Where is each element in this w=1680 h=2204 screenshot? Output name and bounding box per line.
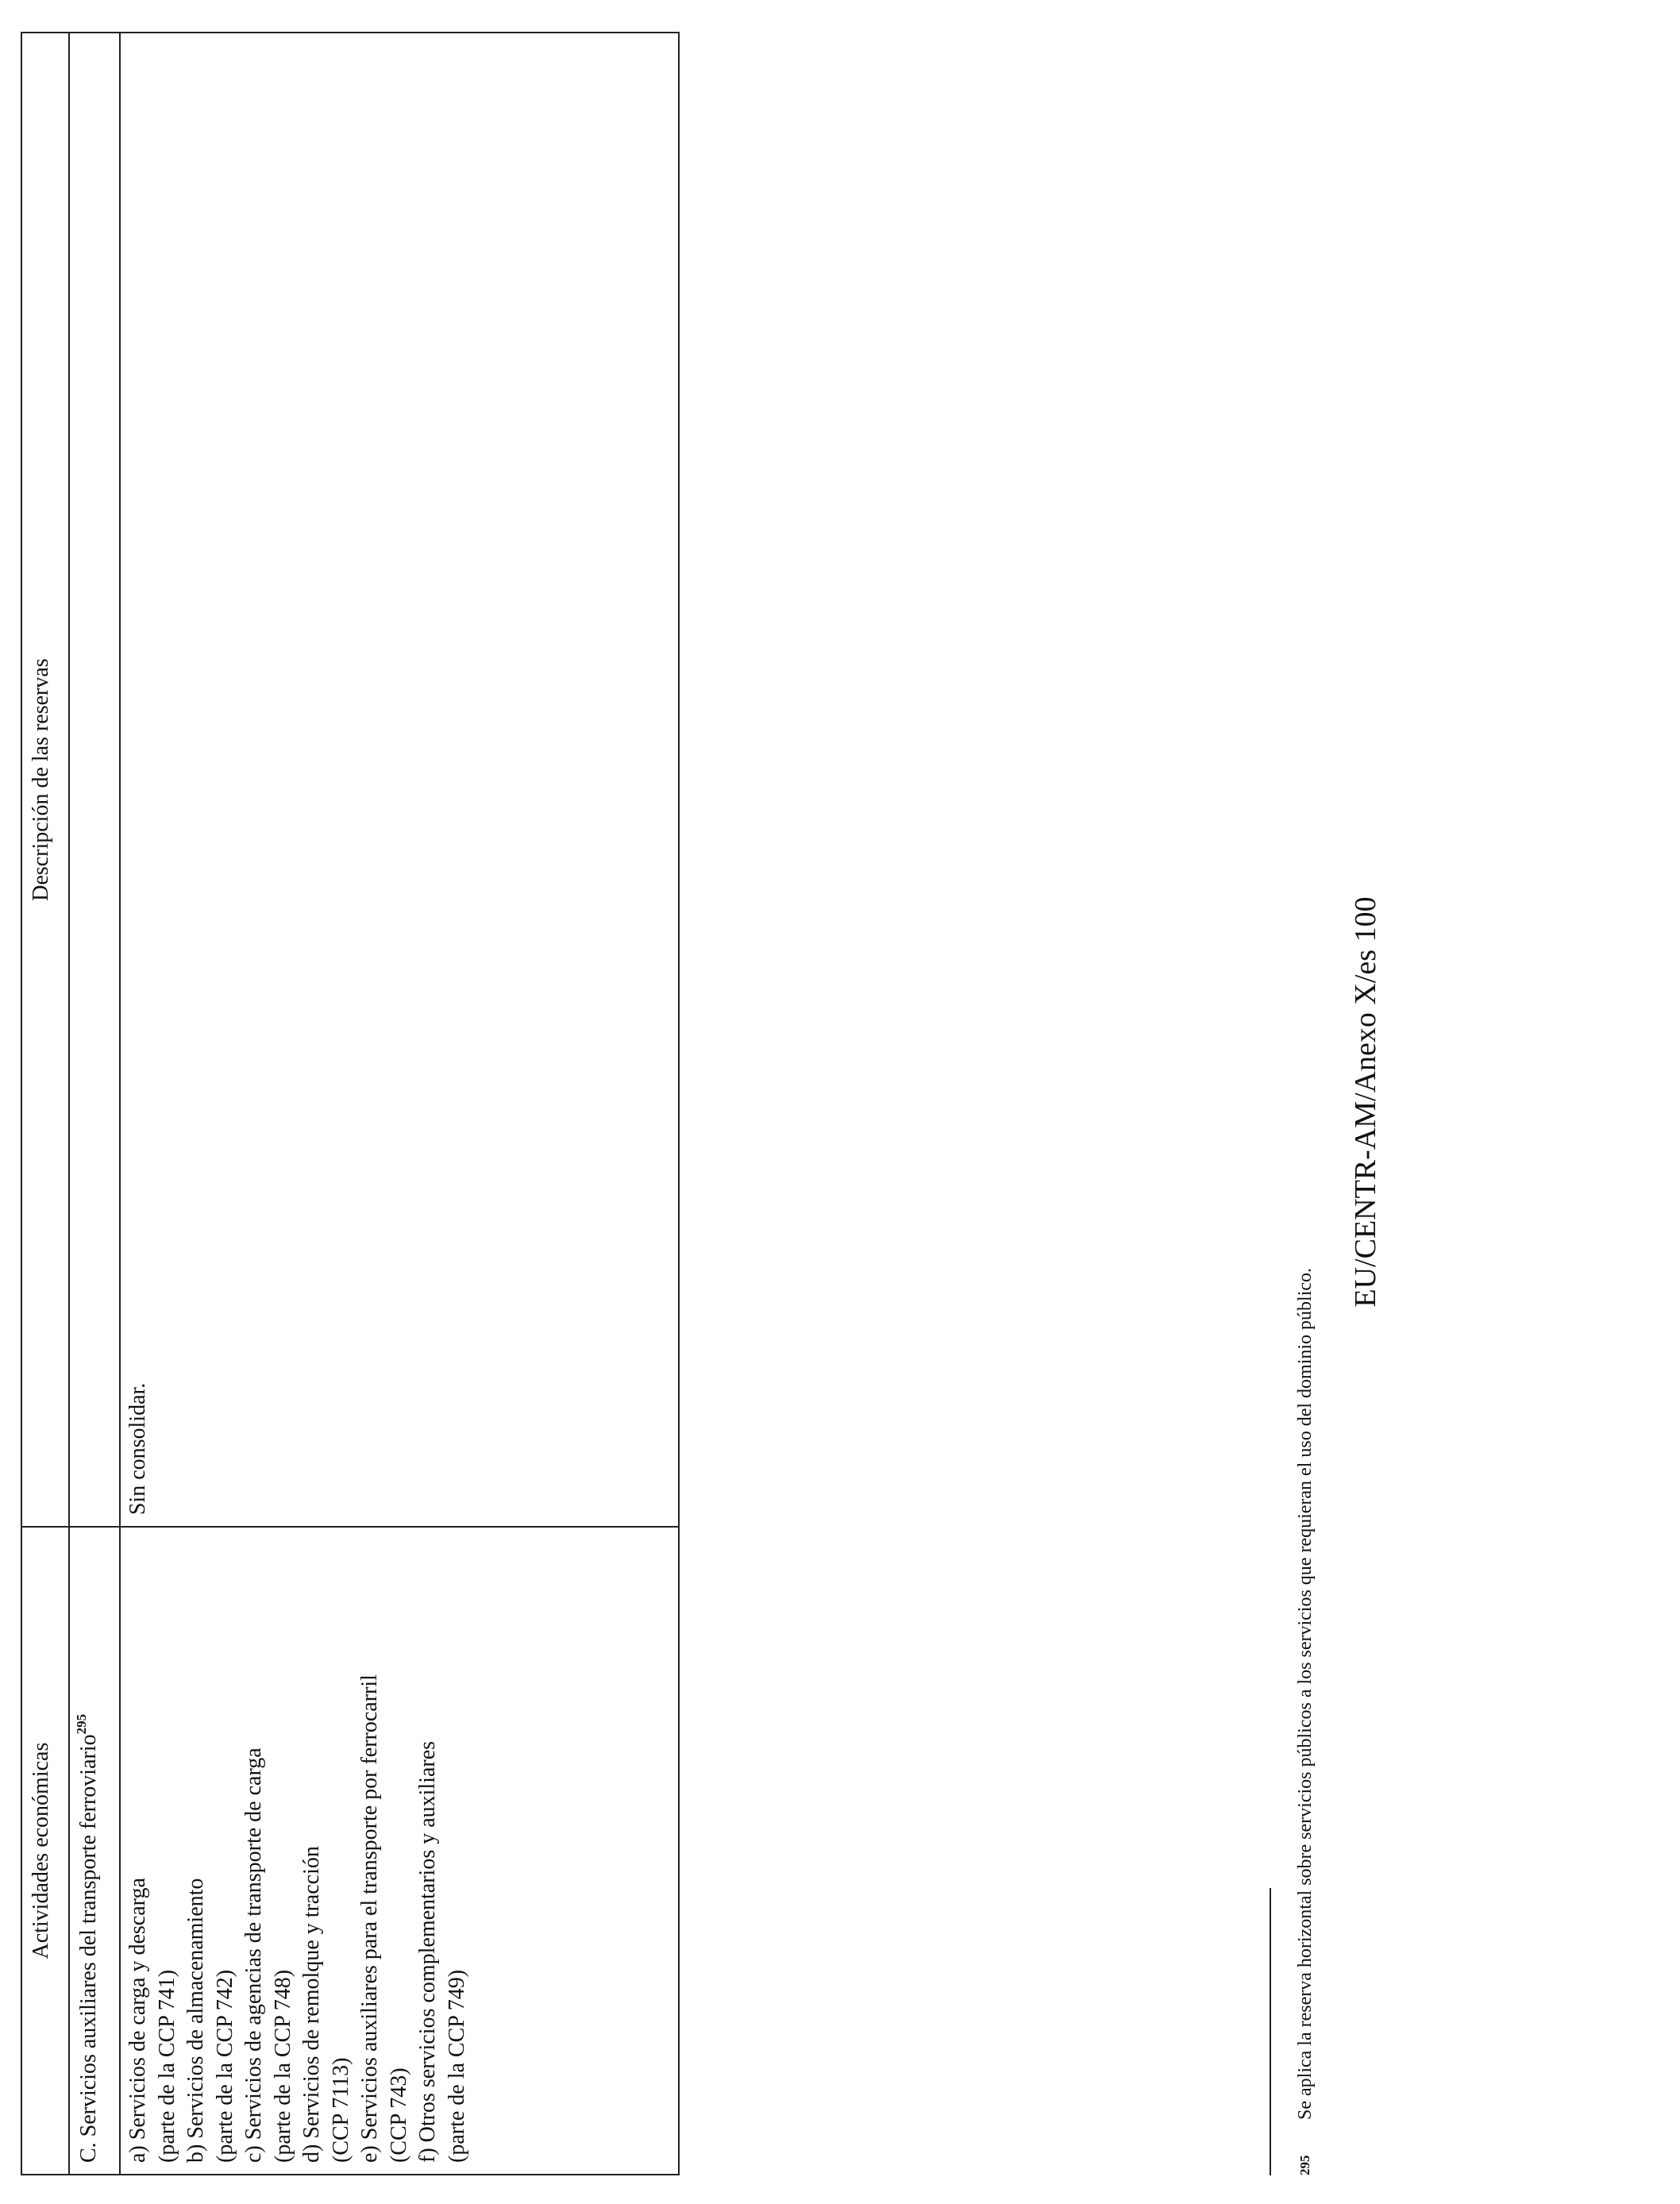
- activity-line: (parte de la CCP 749): [444, 1969, 469, 2163]
- reservation-text: Sin consolidar.: [125, 1382, 150, 1516]
- activity-line: (parte de la CCP 741): [154, 1969, 179, 2163]
- activity-line: (parte de la CCP 748): [270, 1969, 295, 2163]
- header-description: Descripción de las reservas: [21, 33, 69, 1527]
- activity-line: (parte de la CCP 742): [212, 1969, 237, 2163]
- page-footer: EU/CENTR-AM/Anexo X/es 100: [1349, 896, 1382, 1308]
- section-title: C. Servicios auxiliares del transporte ferroviario: [76, 1734, 101, 2163]
- section-row: [69, 33, 120, 2175]
- table-row: [120, 33, 679, 2175]
- section-title-cell: [69, 1527, 120, 2175]
- footnote-number: 295: [1297, 2155, 1312, 2175]
- footnote-reference: 295: [74, 1713, 89, 1735]
- header-activities: Actividades económicas: [21, 1527, 69, 2175]
- activities-cell: [120, 1527, 679, 2175]
- table-header-row: [21, 33, 69, 2175]
- footnote-text: Se aplica la reserva horizontal sobre servicios públicos a los servicios que requieran el uso del dominio público.: [1295, 1267, 1316, 2120]
- activity-line: e) Servicios auxiliares para el transporte por ferrocarril: [357, 1674, 382, 2163]
- reservation-cell: [120, 33, 679, 1527]
- activity-line: (CCP 7113): [328, 2057, 353, 2163]
- activity-line: f) Otros servicios complementarios y auxiliares: [415, 1740, 440, 2163]
- activity-line: b) Servicios de almacenamiento: [183, 1878, 208, 2163]
- footnote-separator: [1270, 1888, 1271, 2175]
- section-empty-cell: [69, 33, 120, 1527]
- footnote: [1293, 111, 1318, 2175]
- activity-line: a) Servicios de carga y descarga: [125, 1878, 150, 2163]
- activity-line: d) Servicios de remolque y tracción: [299, 1846, 324, 2163]
- activity-line: (CCP 743): [386, 2067, 411, 2163]
- reservations-table: [21, 32, 680, 2175]
- activity-line: c) Servicios de agencias de transporte de carga: [241, 1747, 266, 2163]
